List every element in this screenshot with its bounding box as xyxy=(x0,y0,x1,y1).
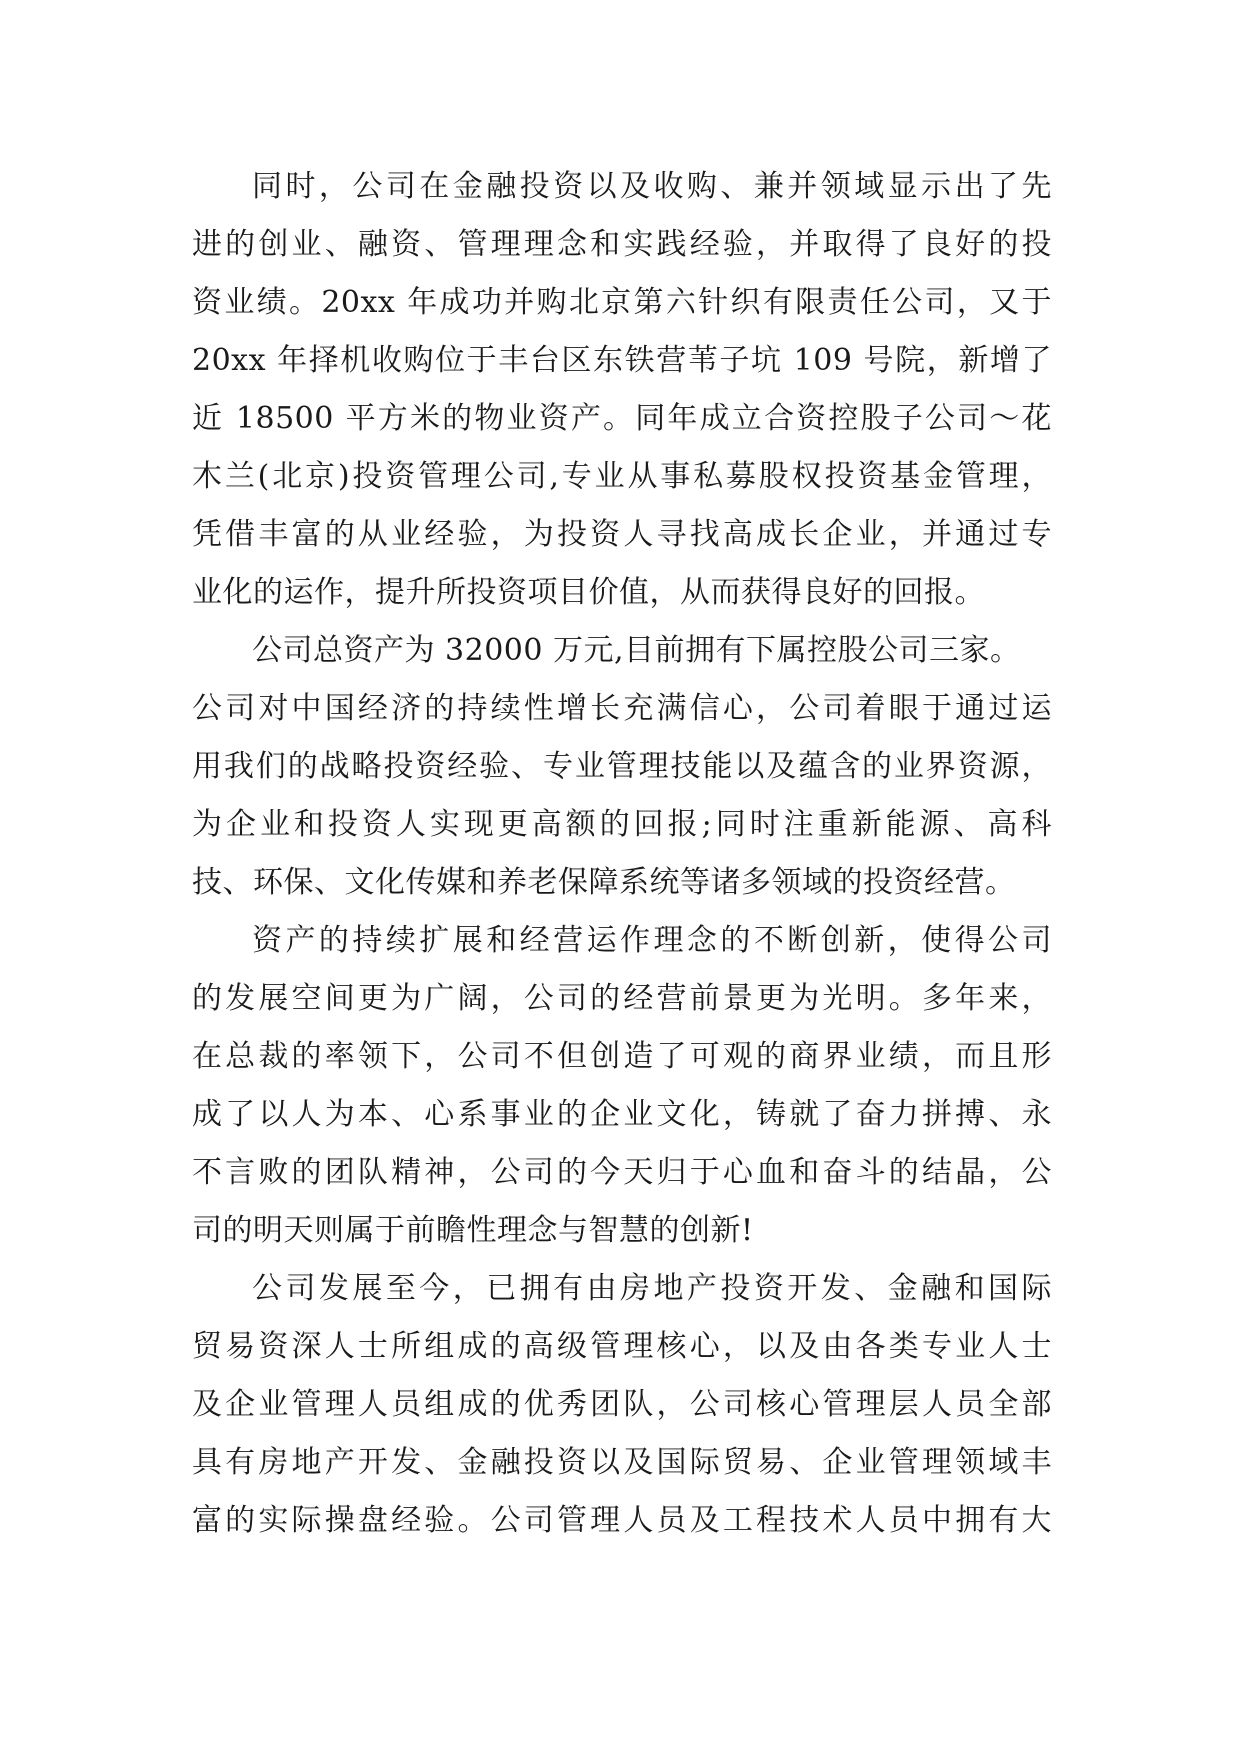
text-line: 贸易资深人士所组成的高级管理核心，以及由各类专业人士 xyxy=(192,1329,1052,1364)
text-line: 不言败的团队精神，公司的今天归于心血和奋斗的结晶，公 xyxy=(192,1155,1052,1190)
text-line: 富的实际操盘经验。公司管理人员及工程技术人员中拥有大 xyxy=(192,1503,1052,1538)
paragraph-1 xyxy=(192,158,1052,622)
text-line: 20xx 年择机收购位于丰台区东铁营苇子坑 109 号院，新增了 xyxy=(192,343,1052,378)
text-line: 公司对中国经济的持续性增长充满信心，公司着眼于通过运 xyxy=(192,691,1052,726)
text-line: 的发展空间更为广阔，公司的经营前景更为光明。多年来， xyxy=(192,981,1052,1016)
text-line: 公司发展至今，已拥有由房地产投资开发、金融和国际 xyxy=(252,1271,1052,1306)
text-line: 业化的运作，提升所投资项目价值，从而获得良好的回报。 xyxy=(192,575,985,610)
text-line: 同时，公司在金融投资以及收购、兼并领域显示出了先 xyxy=(252,169,1052,204)
text-line: 凭借丰富的从业经验，为投资人寻找高成长企业，并通过专 xyxy=(192,517,1052,552)
text-line: 近 18500 平方米的物业资产。同年成立合资控股子公司～花 xyxy=(192,401,1052,436)
paragraph-2 xyxy=(192,622,1052,912)
paragraph-4 xyxy=(192,1260,1052,1550)
text-line: 资产的持续扩展和经营运作理念的不断创新，使得公司 xyxy=(252,923,1052,958)
text-line: 为企业和投资人实现更高额的回报;同时注重新能源、高科 xyxy=(192,807,1052,842)
text-line: 成了以人为本、心系事业的企业文化，铸就了奋力拼搏、永 xyxy=(192,1097,1052,1132)
text-line: 司的明天则属于前瞻性理念与智慧的创新! xyxy=(192,1213,754,1248)
document-body xyxy=(192,158,1052,1550)
text-line: 用我们的战略投资经验、专业管理技能以及蕴含的业界资源， xyxy=(192,749,1052,784)
text-line: 进的创业、融资、管理理念和实践经验，并取得了良好的投 xyxy=(192,227,1052,262)
text-line: 及企业管理人员组成的优秀团队，公司核心管理层人员全部 xyxy=(192,1387,1052,1422)
text-line: 在总裁的率领下，公司不但创造了可观的商界业绩，而且形 xyxy=(192,1039,1052,1074)
text-line: 技、环保、文化传媒和养老保障系统等诸多领域的投资经营。 xyxy=(192,865,1016,900)
text-line: 资业绩。20xx 年成功并购北京第六针织有限责任公司，又于 xyxy=(192,285,1052,320)
text-line: 公司总资产为 32000 万元,目前拥有下属控股公司三家。 xyxy=(252,633,1021,668)
text-line: 具有房地产开发、金融投资以及国际贸易、企业管理领域丰 xyxy=(192,1445,1052,1480)
text-line: 木兰(北京)投资管理公司,专业从事私募股权投资基金管理， xyxy=(192,459,1052,494)
paragraph-3 xyxy=(192,912,1052,1260)
